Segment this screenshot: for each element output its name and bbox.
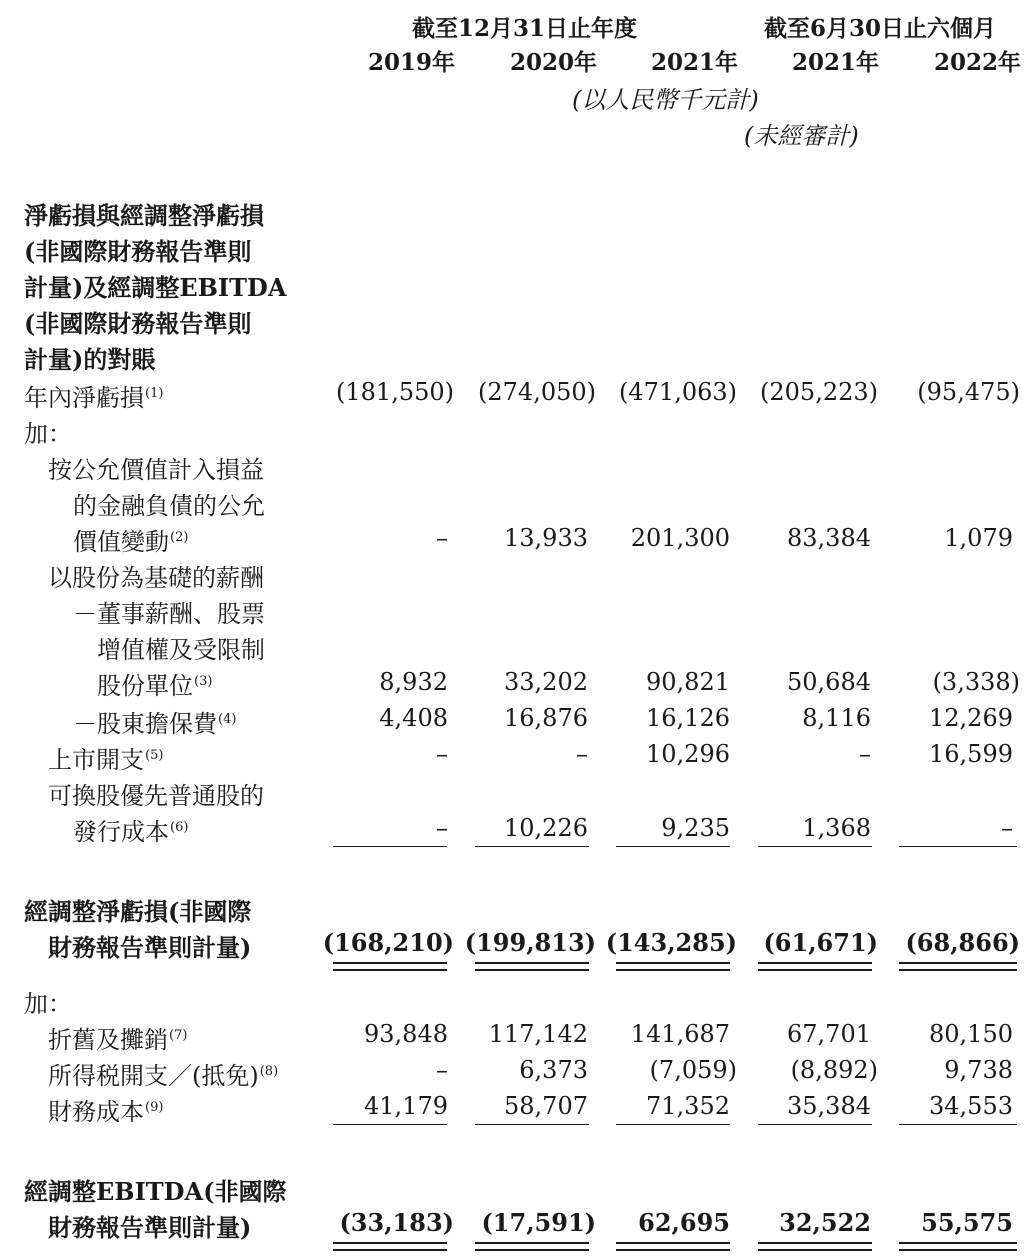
row-label-guarantee-fee: －股東擔保費$^{(4)}$ <box>73 710 237 738</box>
row-label-director-comp: －董事薪酬、股票 <box>73 600 265 628</box>
value-cell: 62,695 <box>638 1208 730 1237</box>
section-title-line: 淨虧損與經調整淨虧損 <box>24 201 264 230</box>
value-cell: 93,848 <box>364 1020 448 1048</box>
year-header-2021: 2021年 <box>651 49 739 76</box>
value-cell: 4,408 <box>379 704 448 732</box>
value-cell: 16,599 <box>929 740 1013 768</box>
row-label-issuance-cost: 發行成本$^{(6)}$ <box>73 818 189 846</box>
value-cell: 33,202 <box>504 668 588 696</box>
value-cell: (33,183) <box>339 1208 454 1237</box>
subtotal-rule <box>616 846 730 847</box>
total-double-rule <box>475 1242 589 1251</box>
value-cell: 35,384 <box>787 1092 871 1120</box>
value-cell: (7,059) <box>649 1056 737 1084</box>
value-cell: 8,116 <box>802 704 871 732</box>
subtotal-rule <box>333 846 447 847</box>
value-cell: 141,687 <box>630 1020 730 1048</box>
value-cell: (181,550) <box>336 378 454 406</box>
row-label-adjusted-ebitda: 財務報告準則計量) <box>48 1213 252 1242</box>
total-double-rule <box>758 962 872 971</box>
value-cell: 8,932 <box>379 668 448 696</box>
value-cell: 10,296 <box>646 740 730 768</box>
subtotal-rule <box>758 1124 872 1125</box>
total-double-rule <box>758 1242 872 1251</box>
value-cell: (471,063) <box>619 378 737 406</box>
total-double-rule <box>616 1242 730 1251</box>
row-label-issuance-cost: 可換股優先普通股的 <box>48 782 264 810</box>
value-cell: 83,384 <box>787 524 871 552</box>
row-label-net-loss: 年內淨虧損$^{(1)}$ <box>24 384 164 412</box>
value-cell: – <box>436 814 448 842</box>
value-cell: (61,671) <box>763 928 878 957</box>
value-cell: 9,235 <box>661 814 730 842</box>
value-cell: 80,150 <box>929 1020 1013 1048</box>
year-header-2020: 2020年 <box>510 49 598 76</box>
row-label-depreciation: 折舊及攤銷$^{(7)}$ <box>48 1026 188 1054</box>
value-cell: – <box>436 740 448 768</box>
section-title-line: (非國際財務報告準則 <box>24 237 252 266</box>
value-cell: – <box>436 524 448 552</box>
value-cell: 9,738 <box>944 1056 1013 1084</box>
value-cell: – <box>576 740 588 768</box>
row-label-add: 加： <box>24 990 72 1018</box>
value-cell: 32,522 <box>779 1208 871 1237</box>
value-cell: 71,352 <box>646 1092 730 1120</box>
value-cell: 55,575 <box>921 1208 1013 1237</box>
row-label-listing-expenses: 上市開支$^{(5)}$ <box>48 746 164 774</box>
value-cell: (17,591) <box>481 1208 596 1237</box>
value-cell: 16,876 <box>504 704 588 732</box>
year-header-2021-h1: 2021年 <box>792 49 880 76</box>
row-label-adjusted-net-loss: 財務報告準則計量) <box>48 933 252 962</box>
subtotal-rule <box>475 846 589 847</box>
total-double-rule <box>899 962 1017 971</box>
subtotal-rule <box>758 846 872 847</box>
value-cell: 50,684 <box>787 668 871 696</box>
value-cell: (95,475) <box>917 378 1020 406</box>
value-cell: 90,821 <box>646 668 730 696</box>
row-label-add: 加： <box>24 420 72 448</box>
value-cell: 12,269 <box>929 704 1013 732</box>
value-cell: (3,338) <box>932 668 1020 696</box>
value-cell: 13,933 <box>504 524 588 552</box>
value-cell: (143,285) <box>605 928 737 957</box>
subtotal-rule <box>616 1124 730 1125</box>
value-cell: 1,079 <box>944 524 1013 552</box>
unaudited-note: (未經審計) <box>744 122 859 150</box>
total-double-rule <box>333 962 447 971</box>
group-header-fiscal-year: 截至12月31日止年度 <box>412 15 638 42</box>
value-cell: (274,050) <box>478 378 596 406</box>
year-header-2019: 2019年 <box>368 49 456 76</box>
value-cell: 117,142 <box>488 1020 588 1048</box>
value-cell: (168,210) <box>322 928 454 957</box>
total-double-rule <box>333 1242 447 1251</box>
row-label-income-tax: 所得税開支／(抵免)$^{(8)}$ <box>48 1062 279 1090</box>
row-label-adjusted-ebitda: 經調整EBITDA(非國際 <box>24 1177 287 1206</box>
section-title-line: (非國際財務報告準則 <box>24 309 252 338</box>
year-header-2022-h1: 2022年 <box>934 49 1022 76</box>
section-title-line: 計量)的對賬 <box>24 345 156 374</box>
total-double-rule <box>616 962 730 971</box>
value-cell: 58,707 <box>504 1092 588 1120</box>
value-cell: (68,866) <box>905 928 1020 957</box>
value-cell: 16,126 <box>646 704 730 732</box>
subtotal-rule <box>899 846 1017 847</box>
value-cell: – <box>859 740 871 768</box>
value-cell: 41,179 <box>364 1092 448 1120</box>
row-label-adjusted-net-loss: 經調整淨虧損(非國際 <box>24 897 252 926</box>
subtotal-rule <box>475 1124 589 1125</box>
value-cell: 10,226 <box>504 814 588 842</box>
value-cell: 34,553 <box>929 1092 1013 1120</box>
row-label-fair-value: 按公允價值計入損益 <box>48 456 264 484</box>
value-cell: 6,373 <box>519 1056 588 1084</box>
section-title-line: 計量)及經調整EBITDA <box>24 273 287 302</box>
currency-note: (以人民幣千元計) <box>572 86 759 114</box>
value-cell: – <box>1001 814 1013 842</box>
value-cell: (199,813) <box>464 928 596 957</box>
row-label-fair-value: 的金融負債的公允 <box>73 492 265 520</box>
value-cell: 201,300 <box>630 524 730 552</box>
row-label-finance-cost: 財務成本$^{(9)}$ <box>48 1098 164 1126</box>
value-cell: 1,368 <box>802 814 871 842</box>
value-cell: 67,701 <box>787 1020 871 1048</box>
total-double-rule <box>475 962 589 971</box>
total-double-rule <box>899 1242 1017 1251</box>
value-cell: (205,223) <box>760 378 878 406</box>
group-header-six-months: 截至6月30日止六個月 <box>764 15 997 42</box>
row-label-share-based: 以股份為基礎的薪酬 <box>48 564 264 592</box>
value-cell: (8,892) <box>790 1056 878 1084</box>
subtotal-rule <box>899 1124 1017 1125</box>
value-cell: – <box>436 1056 448 1084</box>
row-label-director-comp: 增值權及受限制 <box>97 636 265 664</box>
row-label-director-comp: 股份單位$^{(3)}$ <box>97 672 213 700</box>
subtotal-rule <box>333 1124 447 1125</box>
row-label-fair-value: 價值變動$^{(2)}$ <box>73 528 189 556</box>
